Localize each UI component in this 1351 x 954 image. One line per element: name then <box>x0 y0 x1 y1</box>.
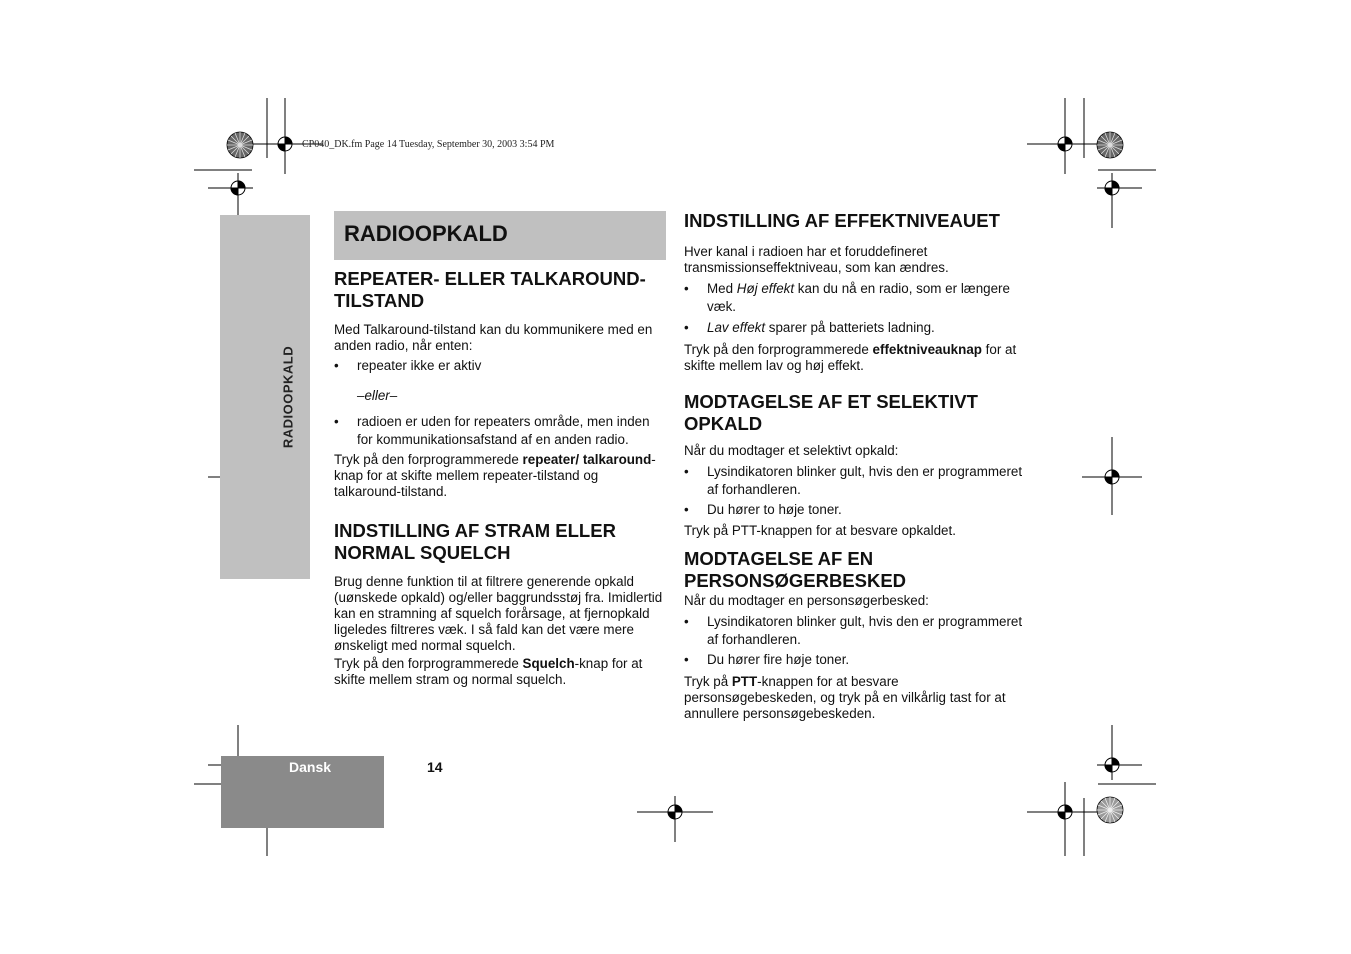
paragraph: Hver kanal i radioen har et foruddefineret transmissionseffektniveau, som kan ændres. <box>684 244 949 275</box>
bullet-item: • Lav effekt sparer på batteriets ladning. <box>684 320 1024 336</box>
heading-squelch: INDSTILLING AF STRAM ELLER NORMAL SQUELCH <box>334 520 616 563</box>
bullet-item: • Med Høj effekt kan du nå en radio, som er længere væk. <box>684 280 1024 315</box>
right-column <box>684 210 1024 722</box>
chapter-title: RADIOOPKALD <box>344 221 508 246</box>
or-separator: –eller– <box>357 388 398 403</box>
heading-power-level: INDSTILLING AF EFFEKTNIVEAUET <box>684 210 1000 231</box>
heading-selective-call: MODTAGELSE AF ET SELEKTIVT OPKALD <box>684 391 978 434</box>
left-column <box>334 268 668 688</box>
paragraph: Tryk på den forprogrammerede effektniveauknap for at skifte mellem lav og høj effekt. <box>684 342 1017 373</box>
footer-language-tab <box>221 756 384 828</box>
side-tab-label: RADIOOPKALD <box>280 345 296 449</box>
page-number: 14 <box>427 759 443 775</box>
paragraph: Tryk på den forprogrammerede Squelch-knap for at skifte mellem stram og normal squelch. <box>334 656 643 687</box>
heading-pager-message: MODTAGELSE AF EN PERSONSØGERBESKED <box>684 548 907 591</box>
bullet-item: • Lysindikatoren blinker gult, hvis den er programmeret af forhandleren. <box>684 463 1024 498</box>
paragraph: Brug denne funktion til at filtrere generende opkald (uønskede opkald) og/eller baggrundsstøj fra. Imidlertid kan en stramning af squelch forårsage, at fjernopkald ligeledes filtreres væk. I så fald kan det være mere ønskeligt med normal squelch. <box>334 574 663 653</box>
paragraph: Med Talkaround-tilstand kan du kommunikere med en anden radio, når enten: <box>334 322 653 353</box>
side-tab <box>220 215 310 579</box>
chapter-title-box <box>334 211 666 260</box>
paragraph: Tryk på den forprogrammerede repeater/ talkaround-knap for at skifte mellem repeater-tilstand og talkaround-tilstand. <box>334 452 656 499</box>
language-label: Dansk <box>289 759 332 775</box>
bullet-item: • Du hører to høje toner. <box>684 502 1024 518</box>
bullet-item: • repeater ikke er aktiv <box>334 358 668 374</box>
paragraph: Når du modtager en personsøgerbesked: <box>684 593 929 608</box>
bullet-item: • Du hører fire høje toner. <box>684 652 1024 668</box>
bullet-item: • Lysindikatoren blinker gult, hvis den er programmeret af forhandleren. <box>684 613 1024 648</box>
bullet-item: • radioen er uden for repeaters område, men inden for kommunikationsafstand af en anden radio. <box>334 413 668 448</box>
file-slug: CP040_DK.fm Page 14 Tuesday, September 30, 2003 3:54 PM <box>302 139 555 150</box>
paragraph: Når du modtager et selektivt opkald: <box>684 443 899 458</box>
heading-repeater-talkaround: REPEATER- ELLER TALKAROUND-TILSTAND <box>334 268 646 311</box>
paragraph: Tryk på PTT-knappen for at besvare personsøgebeskeden, og tryk på en vilkårlig tast for at annullere personsøgebeskeden. <box>684 674 1006 721</box>
paragraph: Tryk på PTT-knappen for at besvare opkaldet. <box>684 523 956 538</box>
